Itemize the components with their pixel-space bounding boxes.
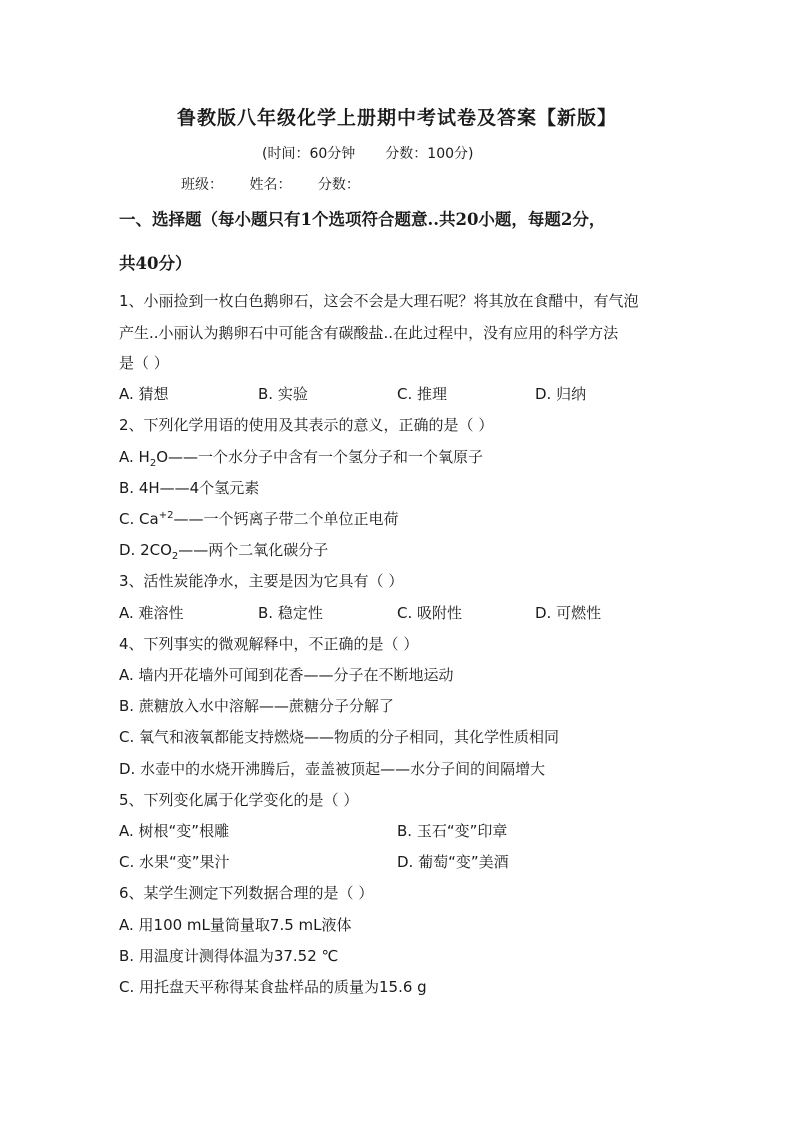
q6-option-b: B. 用温度计测得体温为37.52 ℃ (119, 947, 339, 965)
q2-option-a: A. $H_2O——$一个水分子中含有一个氢分子和一个氧原子 (119, 448, 484, 469)
q1-option-b: B. 实验 (258, 385, 308, 403)
exam-total-score: 分数：100分) (385, 146, 474, 162)
q1-stem-line1: 1、小丽捡到一枚白色鹅卵石，这会不会是大理石呢？将其放在食醋中，有气泡 (119, 292, 639, 310)
class-label: 班级： (181, 177, 223, 193)
q6-stem: 6、某学生测定下列数据合理的是（ ） (119, 884, 374, 902)
q5-option-c: C. 水果“变”果汁 (119, 853, 230, 871)
q1-stem-line2: 产生..小丽认为鹅卵石中可能含有碳酸盐..在此过程中，没有应用的科学方法 (119, 324, 619, 342)
section-heading (119, 198, 679, 286)
q6-option-a: A. 用100 mL量筒量取7.5 mL液体 (119, 916, 352, 934)
section-heading-line1: 一、选择题（每小题只有1个选项符合题意..共20小题，每题2分， (119, 210, 606, 229)
q2-stem: 2、下列化学用语的使用及其表示的意义，正确的是（ ） (119, 416, 494, 434)
score-label: 分数： (317, 177, 360, 193)
section-heading-line2: 共40分） (119, 254, 192, 273)
q4-option-c: C. 氧气和液氧都能支持燃烧——物质的分子相同，其化学性质相同 (119, 728, 560, 746)
q4-option-a: A. 墙内开花墙外可闻到花香——分子在不断地运动 (119, 666, 454, 684)
student-info (181, 174, 382, 194)
q1-option-c: C. 推理 (397, 385, 448, 403)
exam-meta (262, 143, 503, 163)
q1-option-a: A. 猜想 (119, 385, 169, 403)
q4-stem: 4、下列事实的微观解释中，不正确的是（ ） (119, 635, 419, 653)
q2-option-c: C. $Ca^{+2}——$一个钙离子带二个单位正电荷 (119, 510, 399, 528)
q3-option-a: A. 难溶性 (119, 604, 184, 622)
q3-option-b: B. 稳定性 (258, 604, 323, 622)
q1-option-d: D. 归纳 (535, 385, 587, 403)
name-label: 姓名： (249, 177, 292, 193)
q5-option-a: A. 树根“变”根雕 (119, 822, 230, 840)
q5-option-d: D. 葡萄“变”美酒 (397, 853, 509, 871)
q5-stem: 5、下列变化属于化学变化的是（ ） (119, 791, 359, 809)
q3-option-d: D. 可燃性 (535, 604, 602, 622)
exam-title: 鲁教版八年级化学上册期中考试卷及答案【新版】 (176, 107, 617, 129)
q3-option-c: C. 吸附性 (397, 604, 463, 622)
q3-stem: 3、活性炭能净水，主要是因为它具有（ ） (119, 572, 404, 590)
q2-option-d: D. $2CO_2——$两个二氧化碳分子 (119, 541, 329, 562)
q5-option-b: B. 玉石“变”印章 (397, 822, 508, 840)
q4-option-d: D. 水壶中的水烧开沸腾后，壶盖被顶起——水分子间的间隔增大 (119, 760, 546, 778)
q6-option-c: C. 用托盘天平称得某食盐样品的质量为15.6 g (119, 978, 427, 996)
q2-option-b: B. 4H——4个氢元素 (119, 479, 260, 497)
q4-option-b: B. 蔗糖放入水中溶解——蔗糖分子分解了 (119, 697, 394, 715)
exam-time: (时间：60分钟 (262, 146, 356, 162)
q1-stem-line3: 是（ ） (119, 354, 169, 372)
